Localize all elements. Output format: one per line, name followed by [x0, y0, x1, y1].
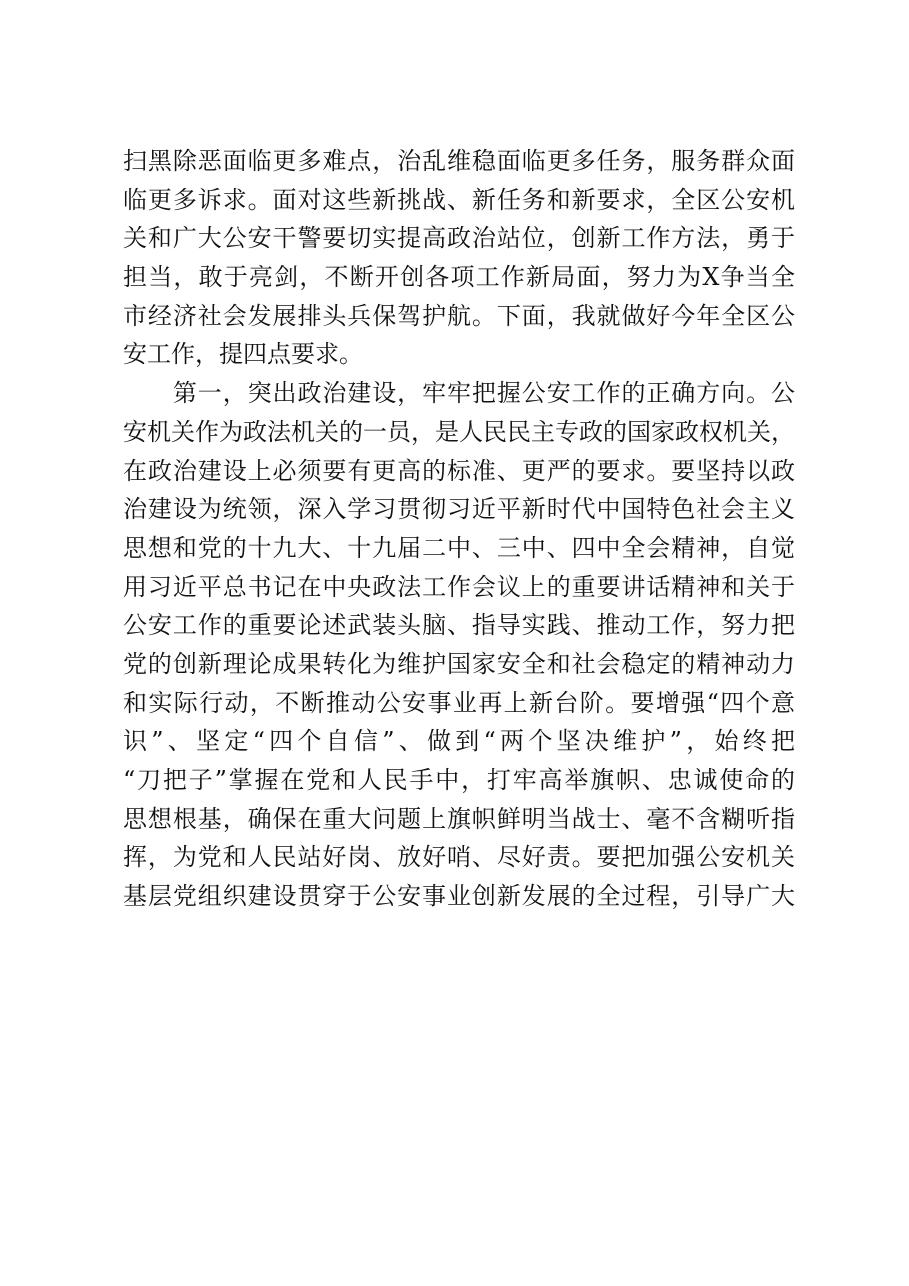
text-line: 市经济社会发展排头兵保驾护航。下面，我就做好今年全区公: [123, 301, 795, 330]
text-line: 用习近平总书记在中央政法工作会议上的重要讲话精神和关于: [123, 572, 795, 601]
text-line: 安机关作为政法机关的一员，是人民民主专政的国家政权机关，: [123, 417, 795, 446]
paragraph: [123, 374, 795, 916]
text-line: 思想根基，确保在重大问题上旗帜鲜明当战士、毫不含糊听指: [123, 804, 795, 833]
text-line: 安工作，提四点要求。: [123, 340, 363, 369]
text-line: 关和广大公安干警要切实提高政治站位，创新工作方法，勇于: [123, 224, 795, 253]
paragraph: [123, 142, 795, 374]
text-line: “刀把子”掌握在党和人民手中，打牢高举旗帜、忠诚使命的: [123, 766, 795, 794]
text-line: 担当，敢于亮剑，不断开创各项工作新局面，努力为X争当全: [123, 263, 795, 292]
text-line: 挥，为党和人民站好岗、放好哨、尽好责。要把加强公安机关: [123, 843, 795, 872]
text-line: 公安工作的重要论述武装头脑、指导实践、推动工作，努力把: [123, 611, 795, 640]
text-line: 思想和党的十九大、十九届二中、三中、四中全会精神，自觉: [123, 533, 795, 562]
text-line: 在政治建设上必须要有更高的标准、更严的要求。要坚持以政: [123, 456, 795, 485]
text-line: 基层党组织建设贯穿于公安事业创新发展的全过程，引导广大: [123, 882, 795, 911]
text-line: 第一，突出政治建设，牢牢把握公安工作的正确方向。公: [123, 379, 795, 408]
document-body: [123, 142, 795, 916]
text-line: 临更多诉求。面对这些新挑战、新任务和新要求，全区公安机: [123, 185, 795, 214]
text-line: 扫黑除恶面临更多难点，治乱维稳面临更多任务，服务群众面: [123, 147, 795, 175]
text-line: 治建设为统领，深入学习贯彻习近平新时代中国特色社会主义: [123, 495, 795, 524]
text-line: 识”、坚定“四个自信”、做到“两个坚决维护”，始终把: [123, 727, 795, 756]
text-line: 和实际行动，不断推动公安事业再上新台阶。要增强“四个意: [123, 688, 795, 717]
text-line: 党的创新理论成果转化为维护国家安全和社会稳定的精神动力: [123, 649, 795, 678]
